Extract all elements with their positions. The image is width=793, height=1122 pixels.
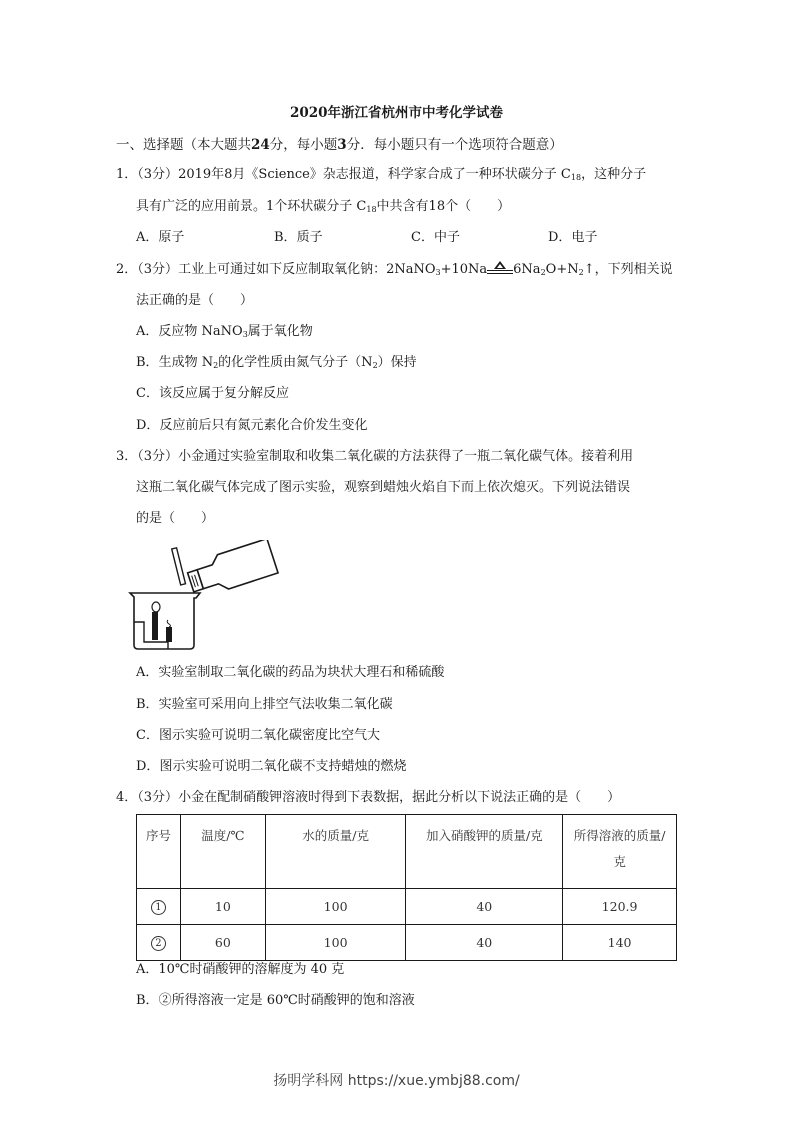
option-d: D．图示实验可说明二氧化碳不支持蜡烛的燃烧 — [136, 759, 407, 774]
table-header-row — [137, 815, 677, 889]
option-c: C．图示实验可说明二氧化碳密度比空气大 — [136, 728, 380, 743]
circled-number: 2 — [151, 936, 166, 951]
option-b: B．质子 — [274, 230, 323, 245]
option-d: D．反应前后只有氮元素化合价发生变化 — [136, 418, 368, 433]
footer-watermark: 扬明学科网 https://xue.ymbj88.com/ — [273, 1073, 520, 1089]
question-3-line-2: 这瓶二氧化碳气体完成了图示实验，观察到蜡烛火焰自下而上依次熄灭。下列说法错误 — [136, 480, 631, 495]
option-c: C．中子 — [411, 230, 460, 245]
experiment-figure-icon — [128, 540, 288, 655]
table-cell — [137, 889, 181, 925]
circled-number: 1 — [151, 900, 166, 915]
question-1-options — [0, 229, 793, 247]
table-cell: 140 — [563, 925, 677, 961]
header-cell: 加入硝酸钾的质量/克 — [406, 815, 563, 889]
table-cell: 100 — [265, 889, 406, 925]
table-row — [137, 925, 677, 961]
option-a: A．10℃时硝酸钾的溶解度为 40 克 — [136, 962, 345, 977]
section-heading: 一、选择题（本大题共24分，每小题3分．每小题只有一个选项符合题意） — [116, 137, 563, 153]
question-3-line-3: 的是（ ） — [136, 511, 215, 526]
table-cell — [137, 925, 181, 961]
question-1-line-2: 具有广泛的应用前景。1个环状碳分子 $C_{18}$中共含有18个（ ） — [136, 199, 511, 214]
question-1-line-1: 1．（3分）2019年8月《Science》杂志报道，科学家合成了一种环状碳分子 $C_{18}$，这种分子 — [116, 167, 647, 182]
table-cell: 40 — [406, 889, 563, 925]
heat-delta-equals-icon — [487, 261, 513, 275]
table-cell: 100 — [265, 925, 406, 961]
option-a: A．原子 — [136, 230, 185, 245]
option-b: B．生成物 $N_2$的化学性质由氮气分子$(N_2)$保持 — [136, 355, 417, 370]
solubility-data-table — [136, 814, 677, 961]
question-2-line-2: 法正确的是（ ） — [136, 293, 254, 308]
option-a: A．反应物 NaNO$_3$属于氧化物 — [136, 324, 313, 339]
header-cell: 水的质量/克 — [265, 815, 406, 889]
table-cell: 120.9 — [563, 889, 677, 925]
option-b: B．②所得溶液一定是 60℃时硝酸钾的饱和溶液 — [136, 993, 415, 1008]
option-b: B．实验室可采用向上排空气法收集二氧化碳 — [136, 697, 393, 712]
table-cell: 60 — [180, 925, 265, 961]
table-cell: 40 — [406, 925, 563, 961]
question-4-line-1: 4．（3分）小金在配制硝酸钾溶液时得到下表数据，据此分析以下说法正确的是（ ） — [116, 790, 621, 805]
table-cell: 10 — [180, 889, 265, 925]
question-3-line-1: 3．（3分）小金通过实验室制取和收集二氧化碳的方法获得了一瓶二氧化碳气体。接着利用 — [116, 449, 634, 464]
table-row — [137, 889, 677, 925]
header-cell: 温度/℃ — [180, 815, 265, 889]
header-cell: 序号 — [137, 815, 181, 889]
question-2-line-1: 2．（3分）工业上可通过如下反应制取氧化钠：2NaNO$_3$+10Na $6Na_2O+N_2↑$，下列相关说 — [116, 262, 673, 277]
exam-title: 2020年浙江省杭州市中考化学试卷 — [289, 105, 504, 121]
header-cell: 所得溶液的质量/ 克 — [563, 815, 677, 889]
option-a: A．实验室制取二氧化碳的药品为块状大理石和稀硫酸 — [136, 665, 445, 680]
option-c: C．该反应属于复分解反应 — [136, 386, 289, 401]
option-d: D．电子 — [548, 230, 598, 245]
